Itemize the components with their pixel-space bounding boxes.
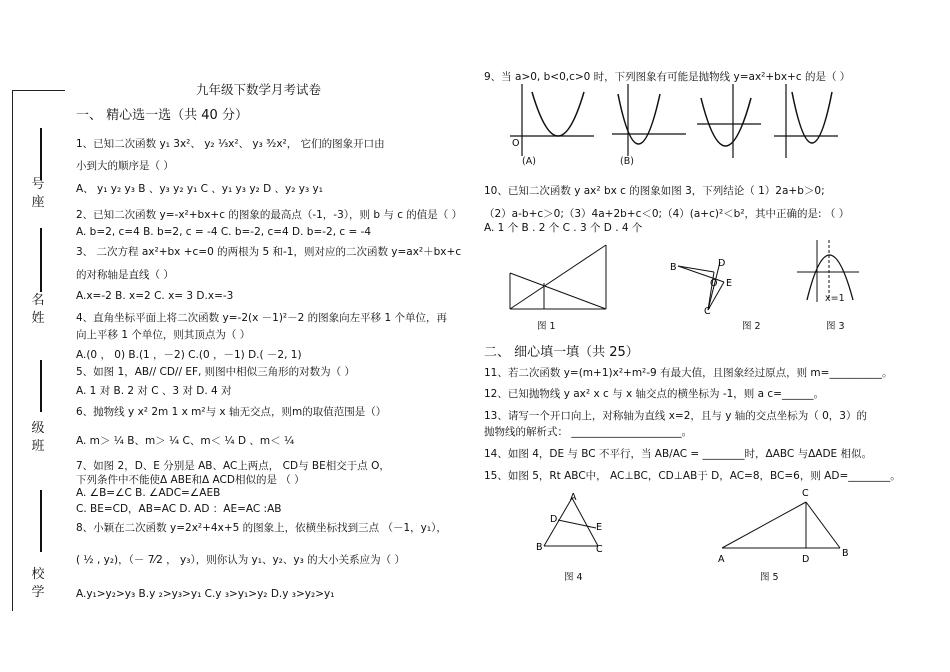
q9-line1: 9、当 a>0, b<0,c>0 时，下列图象有可能是抛物线 y=ax²+bx+c 的是（ ） [484,71,851,83]
q2-options: A. b=2, c=4 B. b=2, c = -4 C. b=-2, c=4 D. b=-2, c = -4 [76,226,372,238]
figure-5 [716,484,856,564]
q3-line1: 3、 二次方程 ax²+bx +c=0 的两根为 5 和-1，则对应的二次函数 y=ax²＋bx+c [76,246,462,258]
q9-graph-b-label: (B) [620,156,634,167]
binding-line [40,360,42,412]
q14: 14、如图 4，DE 与 BC 不平行，当 AB/AC = ________时，ΔABC 与ΔADE 相似。 [484,448,873,460]
q7-line2: 下列条件中不能使Δ ABE和Δ ACD相似的是 （ ） [76,474,305,486]
svg-text:C: C [596,544,603,555]
q3-line2: 的对称轴是直线（ ） [76,269,174,281]
figure-1 [508,243,612,313]
exam-title: 九年级下数学月考试卷 [196,82,322,97]
q10-line1: 10、已知二次函数 y ax² bx c 的图象如图 3，下列结论（ 1）2a+b＞0; [484,185,825,197]
figure-4 [536,494,606,554]
label-seat-1: 号 [31,177,45,192]
q2-line1: 2、已知二次函数 y=-x²+bx+c 的图象的最高点（-1，-3），则 b 与 c 的值是（ ） [76,209,463,221]
figure-4-caption: 图 4 [564,572,583,583]
q6-options: A. m＞ ¼ B、m＞ ¼ C、m＜ ¼ D 、m＜ ¼ [76,435,295,447]
q7-options-cd: C. BE=CD，AB=AC D. AD ：AE=AC :AB [76,503,282,515]
q8-options: A.y₁>y₂>y₃ B.y ₂>y₃>y₁ C.y ₃>y₁>y₂ D.y ₃>y₂>y₁ [76,588,335,600]
q13-line1: 13、请写一个开口向上，对称轴为直线 x=2，且与 y 轴的交点坐标为（ 0，3）的 [484,410,867,422]
svg-text:B: B [670,262,677,273]
label-class-2: 班 [31,439,45,454]
binding-line [40,490,42,552]
q4-options: A.(0 ， 0) B.(1 ，－2) C.(0 ，－1) D.( －2, 1) [76,349,302,361]
figure-3-caption: 图 3 [826,321,845,332]
binding-strip [12,90,65,611]
svg-text:O: O [710,278,718,289]
q1-line2: 小到大的顺序是（ ） [76,160,174,172]
q1-options: A、 y₁ y₂ y₃ B 、y₃ y₂ y₁ C 、y₁ y₃ y₂ D 、y₂ y₃ y₁ [76,183,323,195]
section-2-heading: 二、 细心填一填（共 25） [484,345,639,360]
label-name-2: 姓 [31,311,45,326]
q13-line2: 抛物线的解析式： _____________________。 [484,426,693,438]
label-school-1: 校 [31,567,45,582]
svg-text:C: C [802,488,809,499]
q5-options: A. 1 对 B. 2 对 C 、3 对 D. 4 对 [76,385,232,397]
q7-options-ab: A. ∠B=∠C B. ∠ADC=∠AEB [76,487,221,499]
label-school-2: 学 [31,585,45,600]
q9-graph-d [774,84,844,170]
svg-text:B: B [536,542,543,553]
q3-options: A.x=-2 B. x=2 C. x= 3 D.x=-3 [76,290,234,302]
label-seat-2: 座 [31,195,45,210]
svg-text:A: A [718,554,725,565]
q8-line1: 8、小颖在二次函数 y=2x²+4x+5 的图象上，依横坐标找到三点 （－1，y₁）， [76,522,447,534]
svg-text:C: C [704,306,711,317]
q12: 12、已知抛物线 y ax² x c 与 x 轴交点的横坐标为 -1，则 a c=______。 [484,388,824,400]
q11: 11、若二次函数 y=(m+1)x²+m²-9 有最大值，且图象经过原点，则 m=__________。 [484,367,893,379]
q9-graph-a-label: (A) [522,156,536,167]
svg-text:E: E [596,522,603,533]
q4-line1: 4、直角坐标平面上将二次函数 y=-2(x －1)²－2 的图象向左平移 1 个单位，再 [76,312,448,324]
binding-line [40,128,42,180]
q6-line1: 6、抛物线 y x² 2m 1 x m²与 x 轴无交点，则m的取值范围是（） [76,406,387,418]
q8-line2: ( ½ , y₂)，（－ 7⁄2 ， y₃），则你认为 y₁、y₂、y₃ 的大小关系应为（ ） [76,554,405,566]
figure-3-axis-label: x=1 [825,293,845,304]
q10-line2: （2）a-b+c＞0;（3）4a+2b+c＜0;（4）(a+c)²＜b²，其中正确的是: （ ） [484,208,850,220]
q10-options: A. 1 个 B . 2 个 C . 3 个 D . 4 个 [484,222,643,234]
origin-label: O [512,138,520,149]
q15: 15、如图 5，Rt ABC中， AC⊥BC，CD⊥AB于 D，AC=8，BC=6，则 AD=________。 [484,470,901,482]
figure-1-caption: 图 1 [537,321,556,332]
q5-line1: 5、如图 1，AB// CD// EF, 则图中相似三角形的对数为（ ） [76,366,356,378]
svg-text:B: B [842,548,849,559]
figure-2-caption: 图 2 [742,321,761,332]
q4-line2: 向上平移 1 个单位，则其顶点为（ ） [76,329,251,341]
q9-graph-c [697,84,767,170]
svg-text:D: D [802,554,810,565]
q7-line1: 7、如图 2，D、E 分别是 AB、AC上两点， CD与 BE相交于点 O， [76,460,390,472]
q1-line1: 1、已知二次函数 y₁ 3x²、 y₂ ¹⁄₃x²、 y₃ ³⁄₂x²， 它们的图象开口由 [76,138,385,150]
svg-text:D: D [718,258,726,269]
label-class-1: 级 [31,421,45,436]
label-name-1: 名 [31,293,45,308]
svg-text:A: A [570,492,577,503]
figure-2 [668,258,748,317]
svg-text:E: E [726,278,733,289]
svg-text:D: D [550,514,558,525]
figure-5-caption: 图 5 [760,572,779,583]
binding-line [40,228,42,292]
section-1-heading: 一、 精心选一选（共 40 分） [76,108,248,123]
